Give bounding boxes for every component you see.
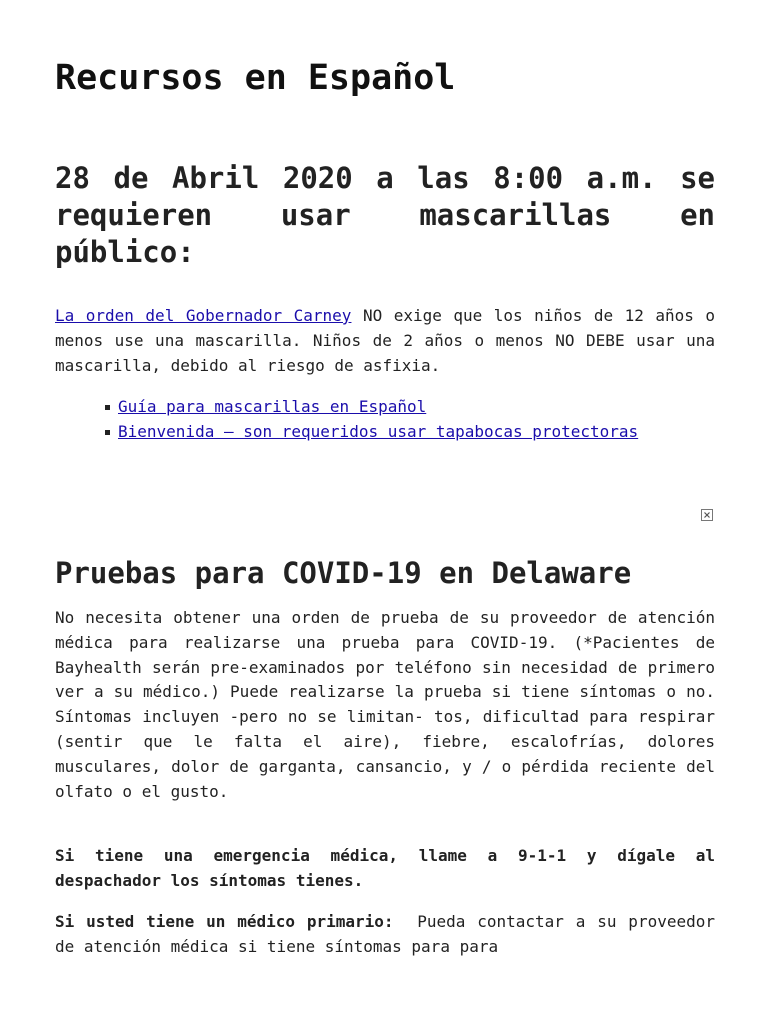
primary-doctor-label: Si usted tiene un médico primario:: [55, 912, 394, 931]
mask-order-paragraph: [55, 304, 715, 378]
welcome-face-coverings-link[interactable]: Bienvenida – son requeridos usar tapabocas protectoras: [118, 421, 639, 441]
primary-doctor-paragraph: [55, 910, 725, 960]
mask-order-text: NO exige que los niños de 12 años o menos use una mascarilla. Niños de 2 años o menos NO DEBE usar una mascarilla, debido al riesgo de asfixia.: [55, 306, 716, 375]
covid-testing-heading: Pruebas para COVID-19 en Delaware: [55, 556, 632, 590]
broken-image-icon: [701, 509, 713, 521]
list-item: [105, 395, 638, 420]
primary-doctor-text: Pueda contactar a su proveedor de atención médica si tiene síntomas para para: [55, 912, 725, 956]
emergency-paragraph: Si tiene una emergencia médica, llame a 9-1-1 y dígale al despachador los síntomas tienes.: [55, 846, 715, 890]
mask-guide-link[interactable]: Guía para mascarillas en Español: [118, 397, 427, 416]
mask-requirement-heading: 28 de Abril 2020 a las 8:00 a.m. se requieren usar mascarillas en público:: [55, 161, 715, 269]
list-item: [105, 420, 638, 445]
testing-info-paragraph: No necesita obtener una orden de prueba de su proveedor de atención médica para realizarse una prueba para COVID-19. (*Pacientes de Bayhealth serán pre-examinados por teléfono sin necesidad de primero ver a su médico.) Puede realizarse la prueba si tiene síntomas o no. Síntomas incluyen -pero no se limitan- tos, dificultad para respirar (sentir que le falta el aire), fiebre, escalofrías, dolores musculares, dolor de garganta, cansancio, y / o pérdida reciente del olfato o el gusto.: [55, 608, 715, 801]
page-title: Recursos en Español: [55, 58, 456, 98]
governor-order-link[interactable]: La orden del Gobernador Carney: [55, 306, 352, 325]
mask-resources-list: [105, 395, 638, 445]
